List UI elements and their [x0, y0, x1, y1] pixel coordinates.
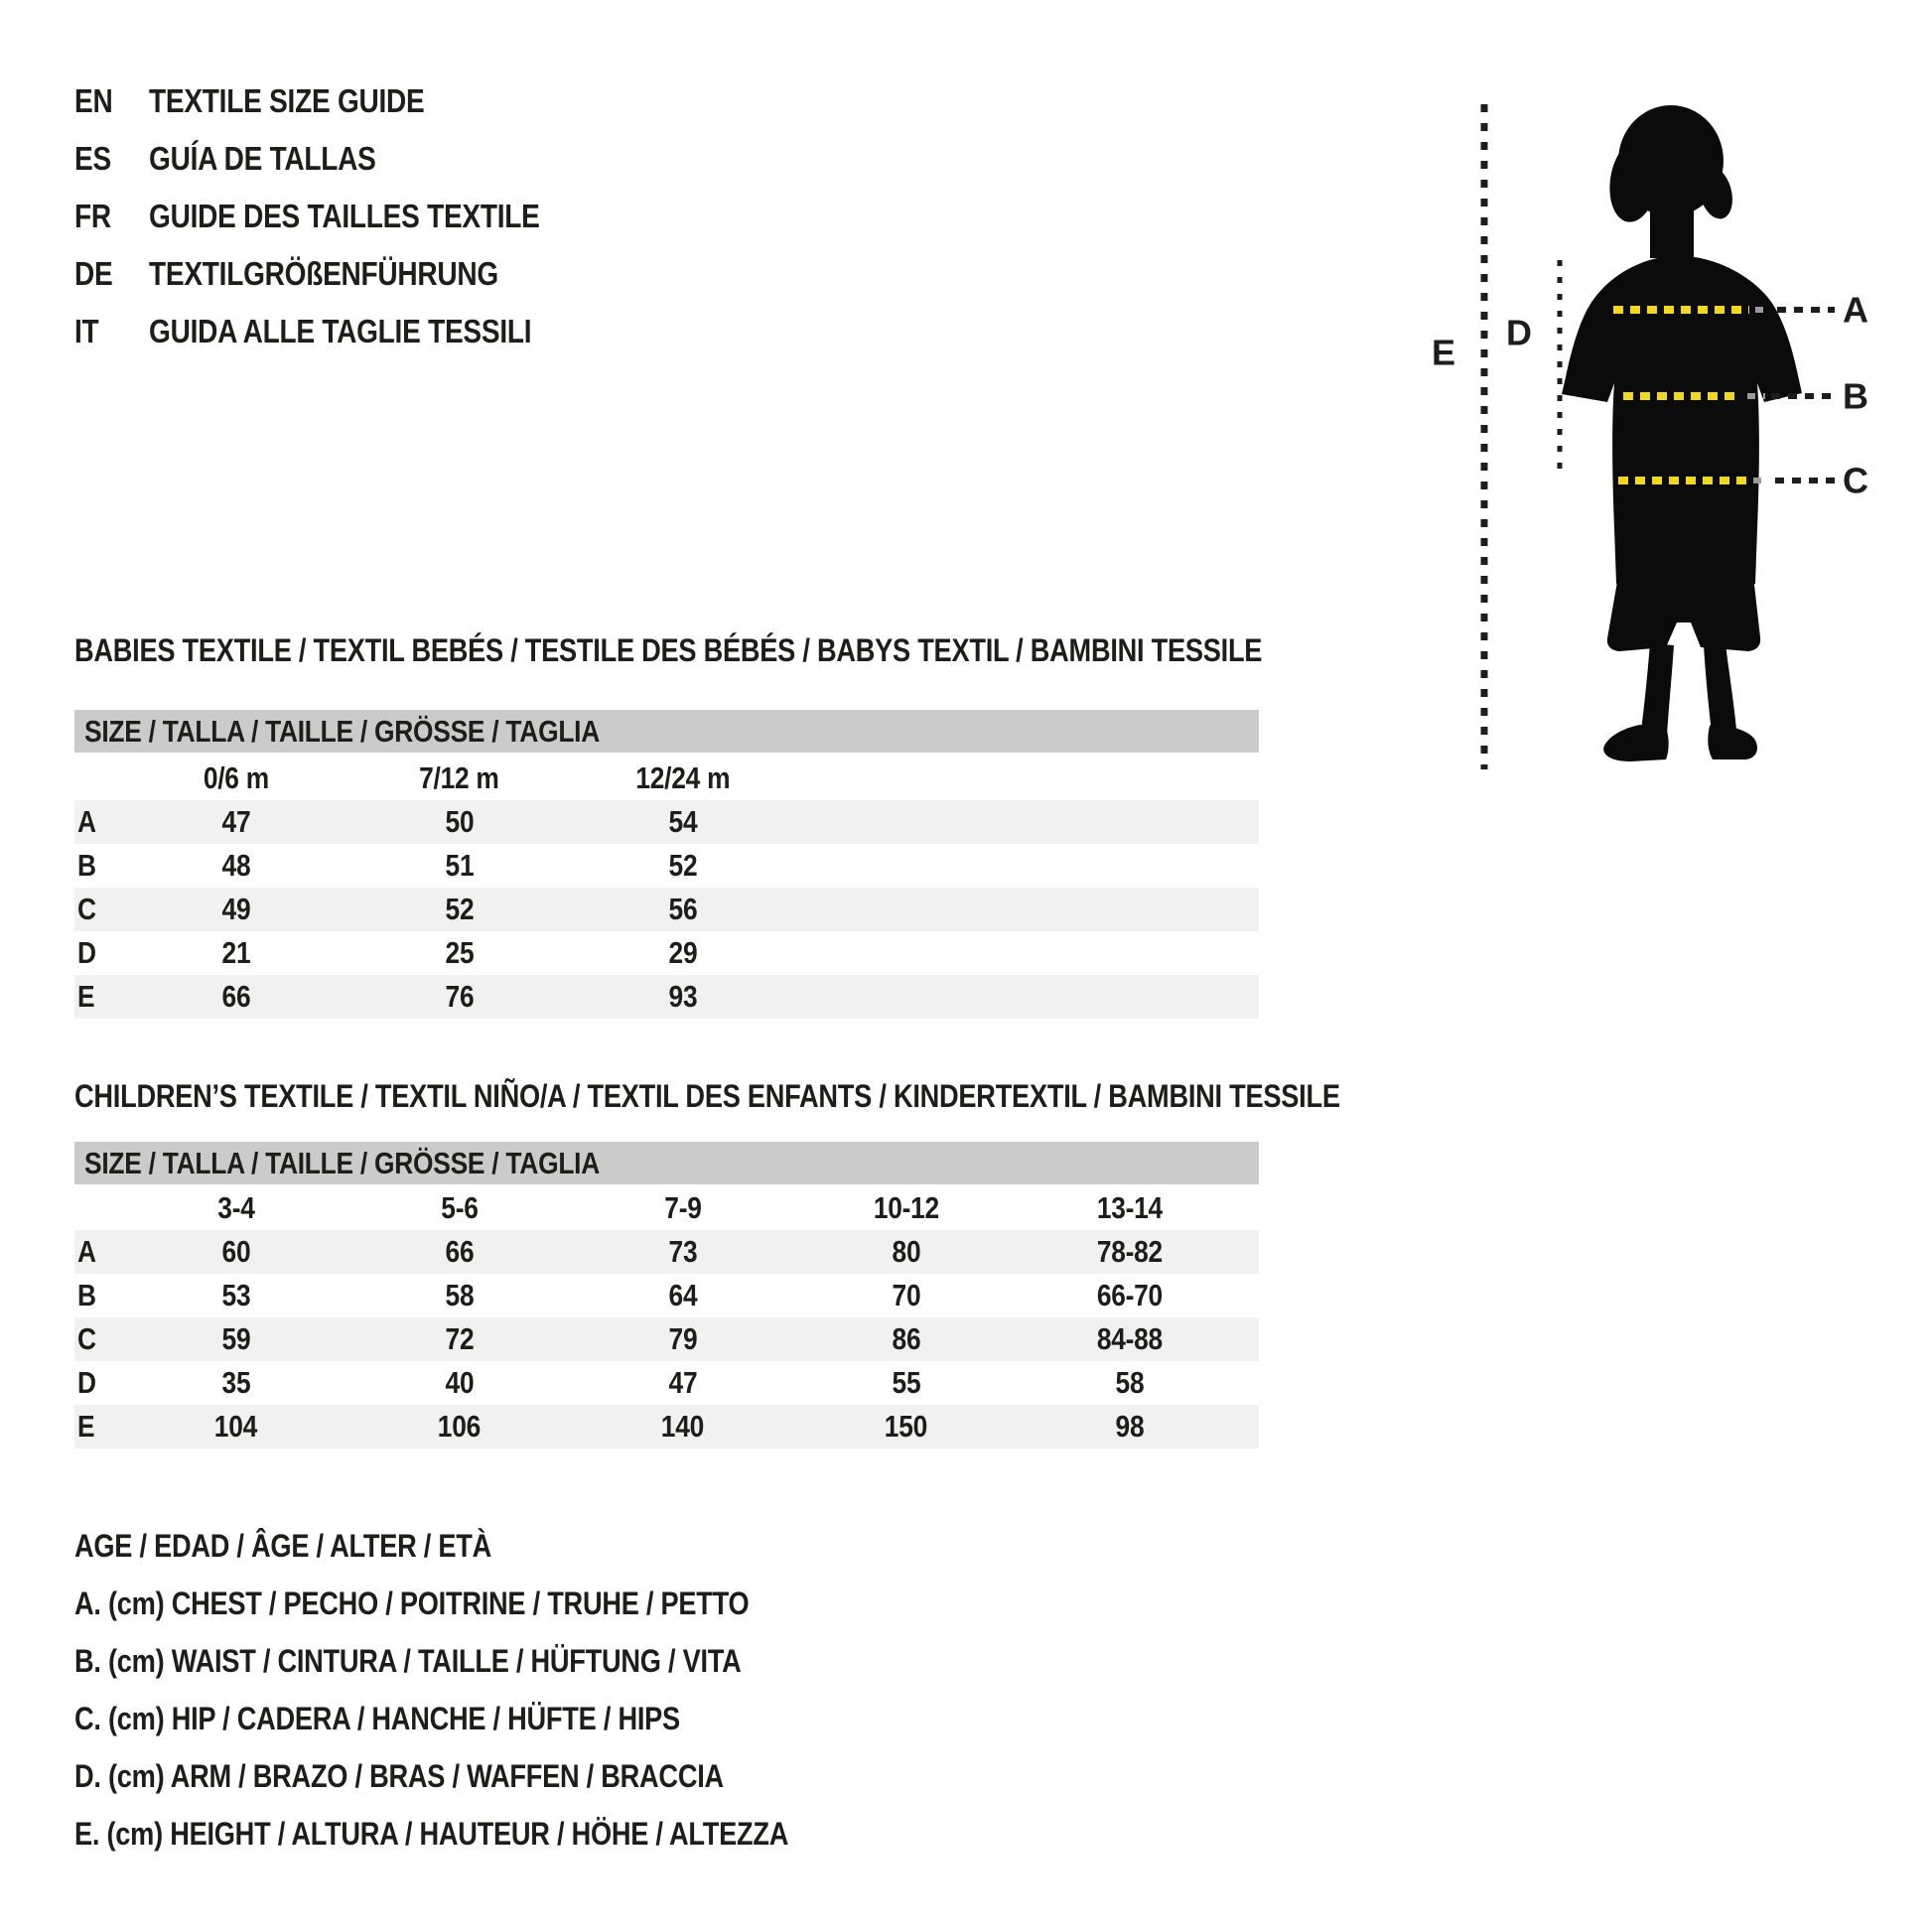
row-label: [74, 935, 124, 971]
language-code: IT: [74, 313, 99, 349]
cell-value: [124, 848, 347, 884]
legend-row: [74, 1747, 1167, 1805]
guide-title: GUIDA ALLE TAGLIE TESSILI: [149, 313, 532, 349]
cell-value: [1018, 1365, 1241, 1401]
legend-row-text: D. (cm) ARM / BRAZO / BRAS / WAFFEN / BRACCIA: [74, 1757, 724, 1794]
table-row: [74, 844, 1259, 888]
legend-row: [74, 1575, 1167, 1632]
cell-value-text: 54: [668, 804, 697, 839]
cell-value: [124, 892, 347, 927]
cell-value-text: 49: [221, 892, 250, 926]
cell-value: [571, 848, 794, 884]
cell-value-text: 80: [892, 1234, 920, 1269]
row-label: [74, 1409, 124, 1445]
cell-value: [571, 1278, 794, 1313]
figure-label-b: B: [1843, 375, 1868, 417]
cell-value: [124, 1365, 347, 1401]
legend-row-text: E. (cm) HEIGHT / ALTURA / HAUTEUR / HÖHE / ALTEZZA: [74, 1815, 789, 1852]
legend-row: [74, 1805, 1167, 1863]
cell-value-text: 53: [221, 1278, 250, 1312]
cell-value: [571, 935, 794, 971]
row-label: [74, 892, 124, 927]
cell-value-text: 106: [437, 1409, 482, 1444]
language-header: [74, 72, 968, 360]
figure-label-a: A: [1843, 289, 1868, 331]
cell-value: [124, 1409, 347, 1445]
legend-row-text: B. (cm) WAIST / CINTURA / TAILLE / HÜFTUNG / VITA: [74, 1642, 742, 1679]
cell-value: [347, 892, 571, 927]
babies-size-header-text: SIZE / TALLA / TAILLE / GRÖSSE / TAGLIA: [84, 714, 601, 749]
row-label: [74, 979, 124, 1015]
cell-value-text: 52: [668, 848, 697, 883]
cell-value: [794, 1278, 1018, 1313]
cell-value: [124, 1321, 347, 1357]
cell-value: [794, 1321, 1018, 1357]
cell-value: [571, 892, 794, 927]
cell-value: [347, 935, 571, 971]
cell-value-text: 58: [1115, 1365, 1144, 1400]
row-label: [74, 1365, 124, 1401]
language-row: [74, 303, 968, 360]
table-header-row: [74, 757, 1259, 800]
cell-value-text: 76: [445, 979, 474, 1014]
column-header-text: 10-12: [873, 1190, 939, 1225]
cell-value-text: 86: [892, 1321, 920, 1356]
figure-label-d: D: [1506, 312, 1532, 353]
cell-value: [347, 1409, 571, 1445]
row-label-text: C: [77, 892, 96, 926]
row-label-text: D: [77, 1365, 96, 1400]
cell-value-text: 66-70: [1096, 1278, 1163, 1312]
language-code: ES: [74, 140, 111, 177]
column-header: [347, 760, 571, 796]
row-label-text: E: [77, 979, 95, 1014]
legend-row: [74, 1690, 1167, 1747]
row-label-text: A: [77, 804, 96, 839]
children-section-title-text: CHILDREN’S TEXTILE / TEXTIL NIÑO/A / TEXTIL DES ENFANTS / KINDERTEXTIL / BAMBINI TESSILE: [74, 1078, 1340, 1114]
cell-value-text: 47: [221, 804, 250, 839]
cell-value-text: 21: [221, 935, 250, 970]
table-row: [74, 1317, 1259, 1361]
cell-value: [1018, 1234, 1241, 1270]
legend-row: [74, 1632, 1167, 1690]
column-header-text: 3-4: [216, 1190, 255, 1225]
language-code: FR: [74, 198, 111, 234]
cell-value: [347, 1234, 571, 1270]
row-label: [74, 1234, 124, 1270]
row-label-text: E: [77, 1409, 95, 1444]
child-measurement-figure: [1430, 79, 1876, 774]
table-row: [74, 888, 1259, 931]
column-header: [571, 760, 794, 796]
table-row: [74, 800, 1259, 844]
cell-value: [571, 1365, 794, 1401]
table-row: [74, 1274, 1259, 1317]
cell-value: [1018, 1321, 1241, 1357]
cell-value: [347, 1321, 571, 1357]
column-header-text: 0/6 m: [203, 760, 269, 795]
children-section-title: [74, 1079, 1564, 1113]
cell-value: [347, 848, 571, 884]
table-row: [74, 1405, 1259, 1449]
babies-section-title: [74, 633, 1471, 667]
row-label-text: D: [77, 935, 96, 970]
column-header-text: 5-6: [440, 1190, 479, 1225]
babies-size-header-bar: [74, 710, 1259, 753]
cell-value-text: 73: [668, 1234, 697, 1269]
guide-title: GUIDE DES TAILLES TEXTILE: [149, 198, 540, 234]
column-header-text: 7-9: [663, 1190, 702, 1225]
cell-value-text: 93: [668, 979, 697, 1014]
row-label: [74, 1278, 124, 1313]
legend-row-text: AGE / EDAD / ÂGE / ALTER / ETÀ: [74, 1527, 492, 1564]
language-code: DE: [74, 255, 113, 292]
measurement-legend: [74, 1517, 1167, 1863]
cell-value: [124, 1278, 347, 1313]
cell-value: [571, 979, 794, 1015]
column-header: [794, 1190, 1018, 1226]
cell-value-text: 70: [892, 1278, 920, 1312]
cell-value-text: 150: [884, 1409, 928, 1444]
guide-title: GUÍA DE TALLAS: [149, 140, 376, 177]
cell-value-text: 60: [221, 1234, 250, 1269]
cell-value: [571, 804, 794, 840]
figure-label-e: E: [1431, 332, 1456, 373]
table-row: [74, 931, 1259, 975]
legend-row: [74, 1517, 1167, 1575]
guide-title: TEXTILE SIZE GUIDE: [149, 82, 425, 119]
cell-value: [794, 1234, 1018, 1270]
column-header-text: 7/12 m: [419, 760, 499, 795]
cell-value-text: 25: [445, 935, 474, 970]
language-code: EN: [74, 82, 113, 119]
cell-value-text: 140: [660, 1409, 705, 1444]
row-label-text: B: [77, 1278, 96, 1312]
column-header: [1018, 1190, 1241, 1226]
column-header-text: 13-14: [1096, 1190, 1163, 1225]
guide-title: TEXTILGRÖßENFÜHRUNG: [149, 255, 499, 292]
table-header-row: [74, 1186, 1259, 1230]
cell-value-text: 50: [445, 804, 474, 839]
cell-value-text: 72: [445, 1321, 474, 1356]
cell-value: [124, 935, 347, 971]
cell-value-text: 78-82: [1096, 1234, 1163, 1269]
cell-value: [794, 1409, 1018, 1445]
row-label: [74, 848, 124, 884]
cell-value-text: 40: [445, 1365, 474, 1400]
cell-value: [571, 1234, 794, 1270]
children-size-table: [74, 1186, 1259, 1449]
cell-value-text: 98: [1115, 1409, 1144, 1444]
cell-value-text: 104: [213, 1409, 258, 1444]
cell-value: [794, 1365, 1018, 1401]
column-header: [347, 1190, 571, 1226]
cell-value-text: 55: [892, 1365, 920, 1400]
row-label: [74, 804, 124, 840]
language-row: [74, 245, 968, 303]
child-silhouette: [1562, 105, 1802, 761]
cell-value-text: 58: [445, 1278, 474, 1312]
table-row: [74, 1361, 1259, 1405]
legend-row-text: A. (cm) CHEST / PECHO / POITRINE / TRUHE / PETTO: [74, 1585, 750, 1621]
language-row: [74, 72, 968, 130]
cell-value: [571, 1321, 794, 1357]
cell-value-text: 64: [668, 1278, 697, 1312]
babies-size-table: [74, 757, 1259, 1019]
cell-value: [124, 1234, 347, 1270]
cell-value-text: 52: [445, 892, 474, 926]
cell-value: [1018, 1278, 1241, 1313]
row-label: [74, 1321, 124, 1357]
row-label-text: B: [77, 848, 96, 883]
cell-value: [571, 1409, 794, 1445]
column-header: [571, 1190, 794, 1226]
cell-value-text: 47: [668, 1365, 697, 1400]
row-label-text: C: [77, 1321, 96, 1356]
language-row: [74, 188, 968, 245]
legend-row-text: C. (cm) HIP / CADERA / HANCHE / HÜFTE / HIPS: [74, 1700, 680, 1736]
cell-value: [347, 1278, 571, 1313]
cell-value: [124, 804, 347, 840]
children-size-header-bar: [74, 1142, 1259, 1184]
cell-value-text: 66: [221, 979, 250, 1014]
row-label-text: A: [77, 1234, 96, 1269]
cell-value: [124, 979, 347, 1015]
cell-value: [347, 979, 571, 1015]
column-header-text: 12/24 m: [635, 760, 730, 795]
cell-value-text: 51: [445, 848, 474, 883]
column-header: [124, 1190, 347, 1226]
cell-value-text: 29: [668, 935, 697, 970]
cell-value: [347, 804, 571, 840]
table-row: [74, 975, 1259, 1019]
column-header: [124, 760, 347, 796]
cell-value-text: 59: [221, 1321, 250, 1356]
cell-value-text: 84-88: [1096, 1321, 1163, 1356]
figure-label-c: C: [1843, 460, 1868, 501]
cell-value-text: 56: [668, 892, 697, 926]
table-row: [74, 1230, 1259, 1274]
cell-value: [1018, 1409, 1241, 1445]
cell-value: [347, 1365, 571, 1401]
cell-value-text: 48: [221, 848, 250, 883]
cell-value-text: 35: [221, 1365, 250, 1400]
language-row: [74, 130, 968, 188]
cell-value-text: 79: [668, 1321, 697, 1356]
children-size-header-text: SIZE / TALLA / TAILLE / GRÖSSE / TAGLIA: [84, 1146, 601, 1180]
cell-value-text: 66: [445, 1234, 474, 1269]
babies-section-title-text: BABIES TEXTILE / TEXTIL BEBÉS / TESTILE DES BÉBÉS / BABYS TEXTIL / BAMBINI TESSILE: [74, 632, 1263, 668]
